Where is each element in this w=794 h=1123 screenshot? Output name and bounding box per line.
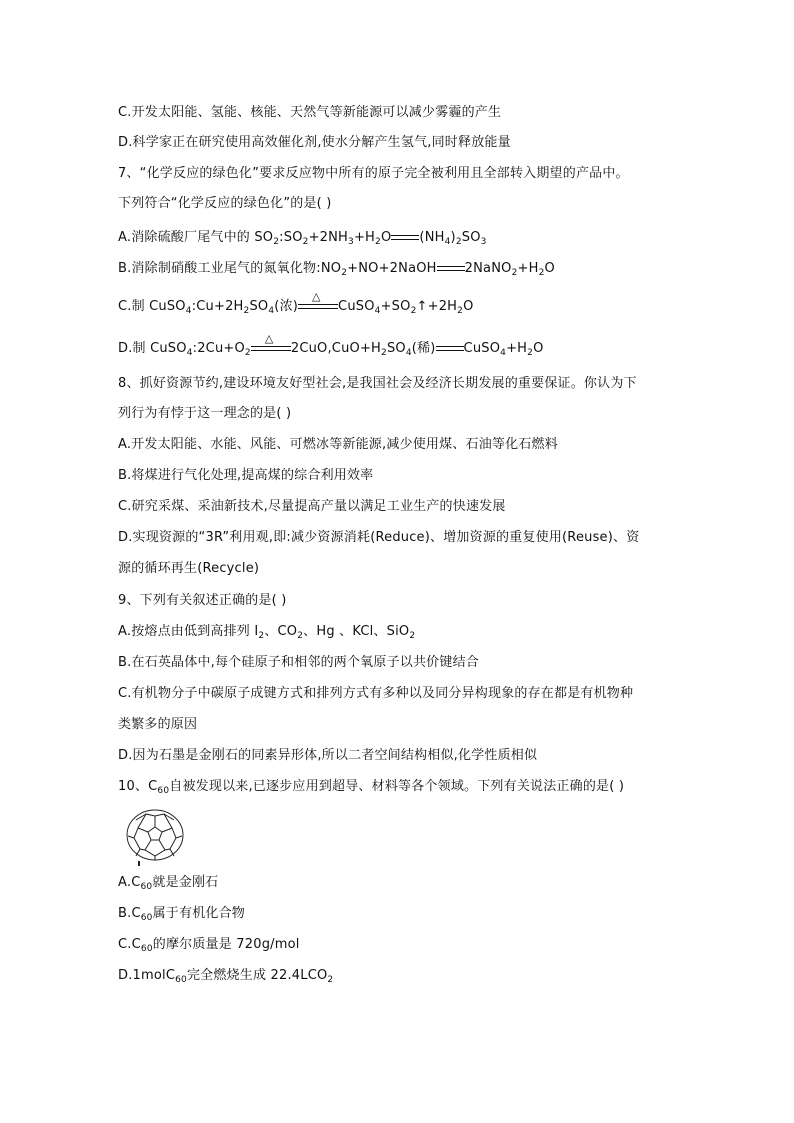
heated-reaction-sign: △ — [251, 343, 291, 355]
q9-option-b: B.在石英晶体中,每个硅原子和相邻的两个氧原子以共价键结合 — [118, 655, 479, 670]
q10-option-b: $B.C_{60}$属于有机化合物 — [118, 906, 245, 923]
q9-option-d: D.因为石墨是金刚石的同素异形体,所以二者空间结构相似,化学性质相似 — [118, 748, 538, 763]
q8-option-a: A.开发太阳能、水能、风能、可燃冰等新能源,减少使用煤、石油等化石燃料 — [118, 437, 558, 452]
q8-option-d: D.实现资源的“3R”利用观,即:减少资源消耗(Reduce)、增加资源的重复使用(Reuse)、资 — [118, 530, 640, 545]
q9-option-c: C.有机物分子中碳原子成键方式和排列方式有多种以及同分异构现象的存在都是有机物种 — [118, 686, 634, 701]
q9-option-c-cont: 类繁多的原因 — [118, 717, 198, 732]
q6-option-c: C.开发太阳能、氢能、核能、天然气等新能源可以减少雾霾的产生 — [118, 105, 502, 120]
q8-stem: 8、抓好资源节约,建设环境友好型社会,是我国社会及经济长期发展的重要保证。你认为下 — [118, 376, 637, 391]
q9-option-a: A.按熔点由低到高排列 $I_2$、$CO_2$、Hg 、KCl、SiO$_2$ — [118, 624, 416, 641]
q8-option-d-cont: 源的循环再生(Recycle) — [118, 561, 260, 576]
q7-stem-cont: 下列符合“化学反应的绿色化”的是( ) — [118, 196, 332, 211]
equals-sign — [436, 343, 464, 355]
heated-reaction-sign: △ — [298, 301, 338, 313]
q7-option-d: D.制 $CuSO_4:2Cu+O_2$ △ $2CuO,CuO+H_2SO_4$(稀) $CuSO_4+H_2O$ — [118, 331, 544, 358]
q10-stem: 10、$C_{60}$自被发现以来,已逐步应用到超导、材料等各个领域。下列有关说法正确的是( ) — [118, 779, 625, 796]
c60-fullerene-figure — [124, 806, 186, 868]
figure-mark — [138, 861, 140, 866]
q7-stem: 7、“化学反应的绿色化”要求反应物中所有的原子完全被利用且全部转入期望的产品中。 — [118, 166, 629, 181]
fullerene-center-pentagon — [148, 827, 162, 840]
q9-stem: 9、下列有关叙述正确的是( ) — [118, 593, 287, 608]
q8-option-c: C.研究采煤、采油新技术,尽量提高产量以满足工业生产的快速发展 — [118, 499, 506, 514]
q10-option-d: D.1molC$_{60}$完全燃烧生成 $22.4LCO_2$ — [118, 968, 334, 985]
fullerene-spokes — [138, 816, 172, 850]
q7-option-c: C.制 $CuSO_4:Cu+2H_2SO_4$(浓) △ $CuSO_4+SO_2↑+2H_2O$ — [118, 289, 474, 316]
q7-option-b: B.消除制硝酸工业尾气的氮氧化物$:NO_2+NO+2NaOH$ $2NaNO_2+H_2O$ — [118, 261, 555, 278]
q10-option-a: $A.C_{60}$就是金刚石 — [118, 875, 219, 892]
q6-option-d: D.科学家正在研究使用高效催化剂,使水分解产生氢气,同时释放能量 — [118, 135, 511, 150]
equals-sign — [391, 232, 419, 244]
q8-option-b: B.将煤进行气化处理,提高煤的综合利用效率 — [118, 468, 374, 483]
q10-option-c: $C.C_{60}$的摩尔质量是 720g/mol — [118, 937, 300, 954]
q8-stem-cont: 列行为有悖于这一理念的是( ) — [118, 406, 292, 421]
equals-sign — [437, 263, 465, 275]
q7-option-a: A.消除硫酸厂尾气中的 $SO_2:SO_2+2NH_3+H_2O$ $(NH_4)_2SO_3$ — [118, 230, 487, 247]
